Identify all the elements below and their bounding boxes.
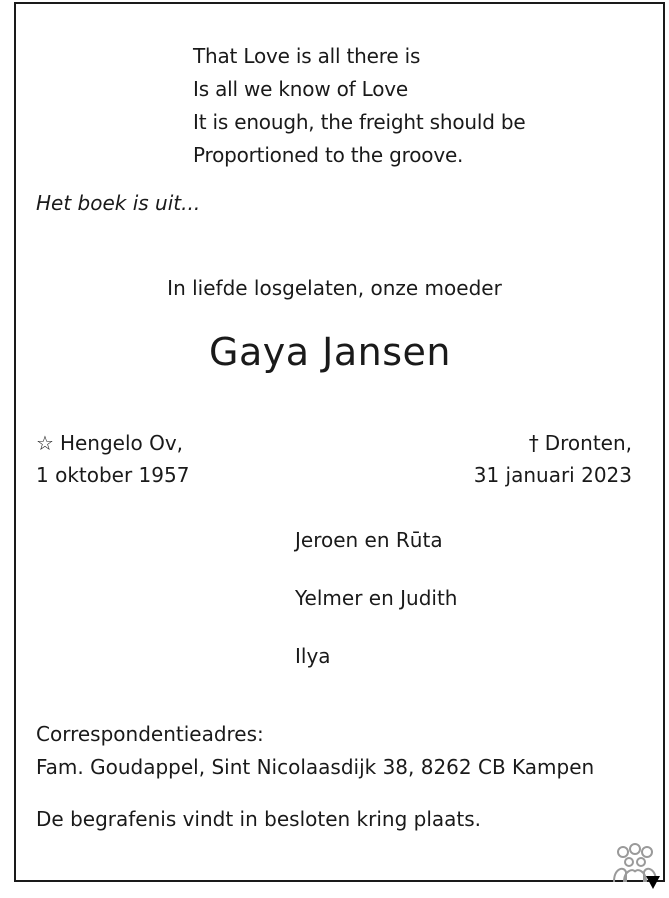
correspondence-block <box>36 718 594 784</box>
deceased-name: Gaya Jansen <box>209 330 451 374</box>
birth-info <box>36 427 189 491</box>
birth-place: Hengelo Ov, <box>59 431 184 455</box>
death-place: Dronten, <box>544 431 632 455</box>
family-member: Jeroen en Rūta <box>295 528 443 552</box>
poem-line: Is all we know of Love <box>193 77 409 101</box>
poem-line: It is enough, the freight should be <box>193 110 526 134</box>
death-info <box>474 427 632 491</box>
correspondence-address: Fam. Goudappel, Sint Nicolaasdijk 38, 8262 CB Kampen <box>36 755 595 779</box>
family-member: Ilya <box>295 644 331 668</box>
poem <box>193 40 525 172</box>
tagline: Het boek is uit... <box>36 191 201 215</box>
poem-line: That Love is all there is <box>193 44 421 68</box>
birth-date: 1 oktober 1957 <box>36 463 190 487</box>
correspondence-label: Correspondentieadres: <box>36 722 264 746</box>
family-member: Yelmer en Judith <box>295 586 458 610</box>
family-list <box>295 527 457 701</box>
star-icon: ☆ <box>36 431 54 455</box>
poem-line: Proportioned to the groove. <box>193 143 464 167</box>
death-date: 31 januari 2023 <box>473 463 632 487</box>
cross-icon: † <box>528 431 539 455</box>
triangle-down-icon[interactable] <box>646 876 660 889</box>
funeral-note: De begrafenis vindt in besloten kring plaats. <box>36 807 482 831</box>
intro-text: In liefde losgelaten, onze moeder <box>167 276 502 300</box>
